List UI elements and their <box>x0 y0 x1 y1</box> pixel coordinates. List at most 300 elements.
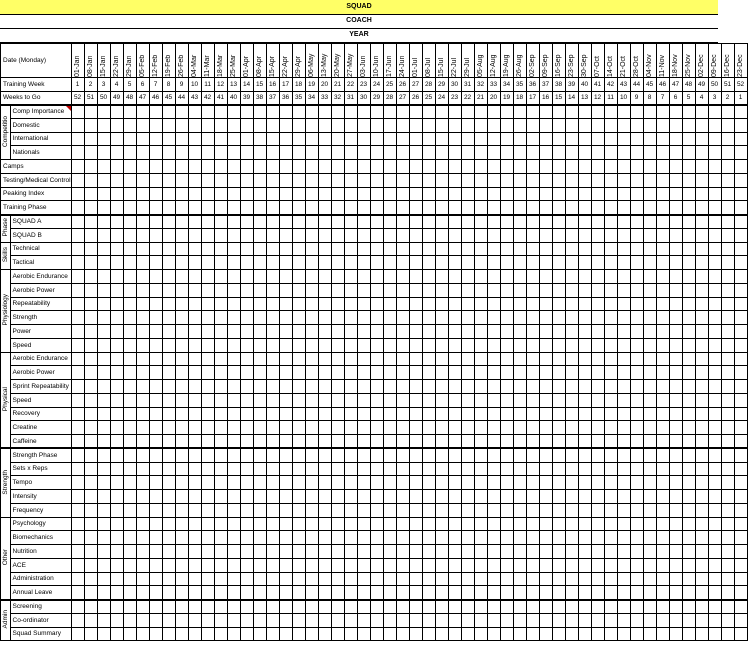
week-cell[interactable] <box>578 242 591 256</box>
week-cell[interactable] <box>539 380 552 394</box>
week-cell[interactable] <box>500 600 513 614</box>
week-cell[interactable] <box>435 173 448 187</box>
week-cell[interactable] <box>123 421 136 435</box>
week-cell[interactable] <box>474 531 487 545</box>
week-cell[interactable] <box>591 476 604 490</box>
week-cell[interactable] <box>734 462 747 476</box>
week-cell[interactable] <box>188 448 201 462</box>
week-cell[interactable] <box>357 270 370 284</box>
week-cell[interactable] <box>110 325 123 339</box>
week-cell[interactable] <box>188 586 201 600</box>
week-cell[interactable] <box>123 531 136 545</box>
week-cell[interactable] <box>305 586 318 600</box>
week-cell[interactable] <box>669 270 682 284</box>
week-cell[interactable] <box>682 627 695 641</box>
week-cell[interactable] <box>513 366 526 380</box>
week-cell[interactable] <box>383 462 396 476</box>
week-cell[interactable] <box>643 338 656 352</box>
week-cell[interactable] <box>500 380 513 394</box>
week-cell[interactable] <box>162 586 175 600</box>
week-cell[interactable] <box>318 558 331 572</box>
week-cell[interactable] <box>526 160 539 174</box>
week-cell[interactable] <box>279 448 292 462</box>
week-cell[interactable] <box>266 187 279 201</box>
week-cell[interactable] <box>253 242 266 256</box>
week-cell[interactable] <box>461 228 474 242</box>
week-cell[interactable] <box>370 256 383 270</box>
week-cell[interactable] <box>214 407 227 421</box>
week-cell[interactable] <box>721 132 734 146</box>
week-cell[interactable] <box>357 118 370 132</box>
week-cell[interactable] <box>253 600 266 614</box>
week-cell[interactable] <box>240 613 253 627</box>
week-cell[interactable] <box>448 380 461 394</box>
week-cell[interactable] <box>71 380 84 394</box>
week-cell[interactable] <box>617 435 630 449</box>
week-cell[interactable] <box>500 283 513 297</box>
week-cell[interactable] <box>214 132 227 146</box>
week-cell[interactable] <box>279 352 292 366</box>
week-cell[interactable] <box>474 297 487 311</box>
week-cell[interactable] <box>175 503 188 517</box>
week-cell[interactable] <box>162 613 175 627</box>
week-cell[interactable] <box>552 586 565 600</box>
week-cell[interactable] <box>370 352 383 366</box>
week-cell[interactable] <box>175 448 188 462</box>
week-cell[interactable] <box>110 572 123 586</box>
week-cell[interactable] <box>123 146 136 160</box>
week-cell[interactable] <box>552 627 565 641</box>
week-cell[interactable] <box>565 215 578 229</box>
week-cell[interactable] <box>162 325 175 339</box>
week-cell[interactable] <box>344 435 357 449</box>
week-cell[interactable] <box>383 187 396 201</box>
week-cell[interactable] <box>201 173 214 187</box>
week-cell[interactable] <box>682 311 695 325</box>
week-cell[interactable] <box>708 242 721 256</box>
week-cell[interactable] <box>97 132 110 146</box>
week-cell[interactable] <box>396 215 409 229</box>
week-cell[interactable] <box>500 366 513 380</box>
week-cell[interactable] <box>305 311 318 325</box>
week-cell[interactable] <box>149 118 162 132</box>
week-cell[interactable] <box>630 393 643 407</box>
week-cell[interactable] <box>201 283 214 297</box>
week-cell[interactable] <box>123 600 136 614</box>
week-cell[interactable] <box>643 132 656 146</box>
week-cell[interactable] <box>565 572 578 586</box>
week-cell[interactable] <box>188 393 201 407</box>
week-cell[interactable] <box>123 545 136 559</box>
week-cell[interactable] <box>643 311 656 325</box>
week-cell[interactable] <box>526 517 539 531</box>
week-cell[interactable] <box>578 132 591 146</box>
week-cell[interactable] <box>253 572 266 586</box>
week-cell[interactable] <box>123 462 136 476</box>
week-cell[interactable] <box>604 380 617 394</box>
week-cell[interactable] <box>474 586 487 600</box>
week-cell[interactable] <box>175 146 188 160</box>
week-cell[interactable] <box>539 531 552 545</box>
week-cell[interactable] <box>734 366 747 380</box>
week-cell[interactable] <box>240 270 253 284</box>
week-cell[interactable] <box>669 228 682 242</box>
week-cell[interactable] <box>500 462 513 476</box>
week-cell[interactable] <box>71 448 84 462</box>
week-cell[interactable] <box>201 476 214 490</box>
week-cell[interactable] <box>591 105 604 119</box>
week-cell[interactable] <box>565 627 578 641</box>
week-cell[interactable] <box>422 270 435 284</box>
week-cell[interactable] <box>617 558 630 572</box>
week-cell[interactable] <box>396 352 409 366</box>
week-cell[interactable] <box>71 297 84 311</box>
week-cell[interactable] <box>604 173 617 187</box>
week-cell[interactable] <box>162 256 175 270</box>
week-cell[interactable] <box>721 613 734 627</box>
week-cell[interactable] <box>721 517 734 531</box>
week-cell[interactable] <box>591 448 604 462</box>
week-cell[interactable] <box>435 476 448 490</box>
week-cell[interactable] <box>201 627 214 641</box>
week-cell[interactable] <box>110 435 123 449</box>
week-cell[interactable] <box>513 435 526 449</box>
week-cell[interactable] <box>136 503 149 517</box>
week-cell[interactable] <box>513 380 526 394</box>
week-cell[interactable] <box>292 228 305 242</box>
week-cell[interactable] <box>84 201 97 215</box>
week-cell[interactable] <box>162 228 175 242</box>
week-cell[interactable] <box>214 228 227 242</box>
week-cell[interactable] <box>565 338 578 352</box>
week-cell[interactable] <box>370 531 383 545</box>
week-cell[interactable] <box>71 462 84 476</box>
week-cell[interactable] <box>175 545 188 559</box>
week-cell[interactable] <box>162 407 175 421</box>
week-cell[interactable] <box>695 407 708 421</box>
week-cell[interactable] <box>708 490 721 504</box>
week-cell[interactable] <box>565 613 578 627</box>
week-cell[interactable] <box>149 421 162 435</box>
week-cell[interactable] <box>253 270 266 284</box>
week-cell[interactable] <box>578 407 591 421</box>
week-cell[interactable] <box>682 105 695 119</box>
week-cell[interactable] <box>474 256 487 270</box>
week-cell[interactable] <box>474 215 487 229</box>
week-cell[interactable] <box>214 545 227 559</box>
week-cell[interactable] <box>175 283 188 297</box>
week-cell[interactable] <box>461 160 474 174</box>
week-cell[interactable] <box>331 256 344 270</box>
week-cell[interactable] <box>578 558 591 572</box>
week-cell[interactable] <box>643 627 656 641</box>
week-cell[interactable] <box>539 325 552 339</box>
week-cell[interactable] <box>71 338 84 352</box>
week-cell[interactable] <box>435 160 448 174</box>
week-cell[interactable] <box>110 173 123 187</box>
week-cell[interactable] <box>708 558 721 572</box>
week-cell[interactable] <box>149 338 162 352</box>
week-cell[interactable] <box>513 283 526 297</box>
week-cell[interactable] <box>214 242 227 256</box>
week-cell[interactable] <box>695 270 708 284</box>
week-cell[interactable] <box>669 572 682 586</box>
week-cell[interactable] <box>630 517 643 531</box>
week-cell[interactable] <box>240 448 253 462</box>
week-cell[interactable] <box>513 132 526 146</box>
week-cell[interactable] <box>617 311 630 325</box>
week-cell[interactable] <box>695 448 708 462</box>
week-cell[interactable] <box>305 242 318 256</box>
week-cell[interactable] <box>227 338 240 352</box>
week-cell[interactable] <box>370 146 383 160</box>
week-cell[interactable] <box>734 435 747 449</box>
week-cell[interactable] <box>630 228 643 242</box>
week-cell[interactable] <box>604 490 617 504</box>
week-cell[interactable] <box>513 352 526 366</box>
week-cell[interactable] <box>461 132 474 146</box>
week-cell[interactable] <box>318 366 331 380</box>
week-cell[interactable] <box>500 352 513 366</box>
week-cell[interactable] <box>396 517 409 531</box>
week-cell[interactable] <box>279 490 292 504</box>
week-cell[interactable] <box>695 586 708 600</box>
week-cell[interactable] <box>513 476 526 490</box>
week-cell[interactable] <box>227 572 240 586</box>
week-cell[interactable] <box>162 338 175 352</box>
week-cell[interactable] <box>539 435 552 449</box>
week-cell[interactable] <box>487 242 500 256</box>
week-cell[interactable] <box>279 256 292 270</box>
week-cell[interactable] <box>721 325 734 339</box>
week-cell[interactable] <box>331 531 344 545</box>
week-cell[interactable] <box>266 545 279 559</box>
week-cell[interactable] <box>240 311 253 325</box>
week-cell[interactable] <box>578 256 591 270</box>
week-cell[interactable] <box>552 503 565 517</box>
week-cell[interactable] <box>162 531 175 545</box>
week-cell[interactable] <box>539 201 552 215</box>
week-cell[interactable] <box>630 490 643 504</box>
week-cell[interactable] <box>266 600 279 614</box>
week-cell[interactable] <box>396 627 409 641</box>
week-cell[interactable] <box>695 311 708 325</box>
week-cell[interactable] <box>526 435 539 449</box>
week-cell[interactable] <box>97 586 110 600</box>
week-cell[interactable] <box>279 531 292 545</box>
week-cell[interactable] <box>721 173 734 187</box>
week-cell[interactable] <box>136 572 149 586</box>
week-cell[interactable] <box>292 256 305 270</box>
week-cell[interactable] <box>84 105 97 119</box>
week-cell[interactable] <box>734 380 747 394</box>
week-cell[interactable] <box>487 256 500 270</box>
week-cell[interactable] <box>591 586 604 600</box>
week-cell[interactable] <box>461 393 474 407</box>
week-cell[interactable] <box>422 393 435 407</box>
week-cell[interactable] <box>279 242 292 256</box>
week-cell[interactable] <box>396 105 409 119</box>
week-cell[interactable] <box>487 613 500 627</box>
week-cell[interactable] <box>578 201 591 215</box>
week-cell[interactable] <box>318 503 331 517</box>
week-cell[interactable] <box>669 352 682 366</box>
week-cell[interactable] <box>734 448 747 462</box>
week-cell[interactable] <box>617 531 630 545</box>
week-cell[interactable] <box>669 338 682 352</box>
week-cell[interactable] <box>617 325 630 339</box>
week-cell[interactable] <box>370 517 383 531</box>
week-cell[interactable] <box>396 366 409 380</box>
week-cell[interactable] <box>84 407 97 421</box>
week-cell[interactable] <box>487 490 500 504</box>
week-cell[interactable] <box>539 627 552 641</box>
week-cell[interactable] <box>630 118 643 132</box>
week-cell[interactable] <box>591 132 604 146</box>
week-cell[interactable] <box>357 173 370 187</box>
week-cell[interactable] <box>123 201 136 215</box>
week-cell[interactable] <box>708 201 721 215</box>
week-cell[interactable] <box>656 448 669 462</box>
week-cell[interactable] <box>227 462 240 476</box>
week-cell[interactable] <box>344 228 357 242</box>
week-cell[interactable] <box>708 531 721 545</box>
week-cell[interactable] <box>552 490 565 504</box>
week-cell[interactable] <box>669 256 682 270</box>
week-cell[interactable] <box>396 600 409 614</box>
week-cell[interactable] <box>279 325 292 339</box>
week-cell[interactable] <box>461 215 474 229</box>
week-cell[interactable] <box>240 297 253 311</box>
week-cell[interactable] <box>409 160 422 174</box>
week-cell[interactable] <box>448 201 461 215</box>
week-cell[interactable] <box>266 462 279 476</box>
week-cell[interactable] <box>305 462 318 476</box>
week-cell[interactable] <box>84 366 97 380</box>
week-cell[interactable] <box>682 270 695 284</box>
week-cell[interactable] <box>110 517 123 531</box>
week-cell[interactable] <box>331 600 344 614</box>
week-cell[interactable] <box>435 105 448 119</box>
week-cell[interactable] <box>175 338 188 352</box>
week-cell[interactable] <box>201 228 214 242</box>
week-cell[interactable] <box>578 572 591 586</box>
week-cell[interactable] <box>305 160 318 174</box>
week-cell[interactable] <box>474 558 487 572</box>
week-cell[interactable] <box>500 256 513 270</box>
week-cell[interactable] <box>201 448 214 462</box>
week-cell[interactable] <box>344 462 357 476</box>
week-cell[interactable] <box>604 476 617 490</box>
week-cell[interactable] <box>331 476 344 490</box>
week-cell[interactable] <box>279 476 292 490</box>
week-cell[interactable] <box>513 228 526 242</box>
week-cell[interactable] <box>591 435 604 449</box>
week-cell[interactable] <box>734 352 747 366</box>
week-cell[interactable] <box>604 105 617 119</box>
week-cell[interactable] <box>292 421 305 435</box>
week-cell[interactable] <box>643 118 656 132</box>
week-cell[interactable] <box>253 558 266 572</box>
week-cell[interactable] <box>149 600 162 614</box>
week-cell[interactable] <box>695 380 708 394</box>
week-cell[interactable] <box>344 215 357 229</box>
week-cell[interactable] <box>240 600 253 614</box>
week-cell[interactable] <box>448 448 461 462</box>
week-cell[interactable] <box>214 586 227 600</box>
week-cell[interactable] <box>565 600 578 614</box>
week-cell[interactable] <box>227 118 240 132</box>
week-cell[interactable] <box>149 146 162 160</box>
week-cell[interactable] <box>344 201 357 215</box>
week-cell[interactable] <box>201 503 214 517</box>
week-cell[interactable] <box>149 490 162 504</box>
week-cell[interactable] <box>162 380 175 394</box>
week-cell[interactable] <box>149 558 162 572</box>
week-cell[interactable] <box>175 517 188 531</box>
week-cell[interactable] <box>240 160 253 174</box>
week-cell[interactable] <box>695 421 708 435</box>
week-cell[interactable] <box>266 215 279 229</box>
week-cell[interactable] <box>552 242 565 256</box>
week-cell[interactable] <box>669 160 682 174</box>
week-cell[interactable] <box>513 545 526 559</box>
week-cell[interactable] <box>409 517 422 531</box>
week-cell[interactable] <box>552 600 565 614</box>
week-cell[interactable] <box>97 558 110 572</box>
week-cell[interactable] <box>162 517 175 531</box>
week-cell[interactable] <box>617 503 630 517</box>
week-cell[interactable] <box>721 380 734 394</box>
week-cell[interactable] <box>305 105 318 119</box>
week-cell[interactable] <box>591 558 604 572</box>
week-cell[interactable] <box>604 325 617 339</box>
week-cell[interactable] <box>630 352 643 366</box>
week-cell[interactable] <box>474 228 487 242</box>
week-cell[interactable] <box>162 105 175 119</box>
week-cell[interactable] <box>513 242 526 256</box>
week-cell[interactable] <box>318 201 331 215</box>
week-cell[interactable] <box>331 545 344 559</box>
week-cell[interactable] <box>136 173 149 187</box>
week-cell[interactable] <box>162 160 175 174</box>
week-cell[interactable] <box>383 558 396 572</box>
week-cell[interactable] <box>175 187 188 201</box>
week-cell[interactable] <box>409 476 422 490</box>
week-cell[interactable] <box>357 407 370 421</box>
week-cell[interactable] <box>604 613 617 627</box>
week-cell[interactable] <box>123 366 136 380</box>
week-cell[interactable] <box>227 242 240 256</box>
week-cell[interactable] <box>474 118 487 132</box>
week-cell[interactable] <box>669 366 682 380</box>
week-cell[interactable] <box>305 572 318 586</box>
week-cell[interactable] <box>149 366 162 380</box>
week-cell[interactable] <box>695 118 708 132</box>
week-cell[interactable] <box>617 173 630 187</box>
week-cell[interactable] <box>240 256 253 270</box>
week-cell[interactable] <box>409 173 422 187</box>
week-cell[interactable] <box>136 627 149 641</box>
week-cell[interactable] <box>331 462 344 476</box>
week-cell[interactable] <box>734 160 747 174</box>
week-cell[interactable] <box>201 160 214 174</box>
week-cell[interactable] <box>383 613 396 627</box>
week-cell[interactable] <box>71 146 84 160</box>
week-cell[interactable] <box>721 407 734 421</box>
week-cell[interactable] <box>461 517 474 531</box>
week-cell[interactable] <box>110 380 123 394</box>
